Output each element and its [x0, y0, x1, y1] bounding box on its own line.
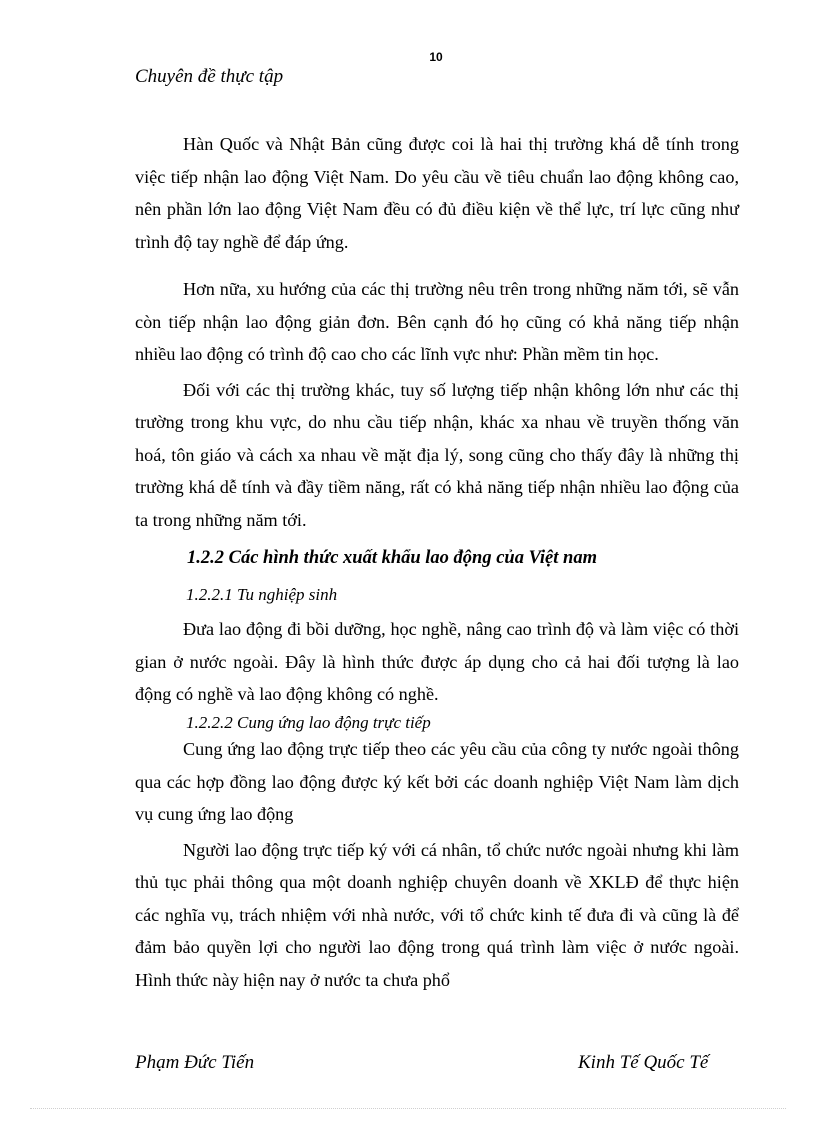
paragraph-direct-contract: Người lao động trực tiếp ký với cá nhân, tổ chức nước ngoài nhưng khi làm thủ tục phải thông qua một doanh nghiệp chuyên doanh về XKLĐ để thực hiện các nghĩa vụ, trách nhiệm với nhà nước, với tổ chức kinh tế đưa đi và cũng là để đảm bảo quyền lợi cho người lao động trong quá trình làm việc ở nước ngoài. Hình thức này hiện nay ở nước ta chưa phổ	[135, 839, 739, 990]
header-title: Chuyên đề thực tập	[135, 66, 284, 87]
body-section-markets	[135, 128, 739, 536]
subsection-heading-1-2-2-2: 1.2.2.2 Cung ứng lao động trực tiếp	[186, 713, 431, 732]
paragraph-trainees: Đưa lao động đi bồi dưỡng, học nghề, nâng cao trình độ và làm việc có thời gian ở nước ngoài. Đây là hình thức được áp dụng cho cả hai đối tượng là lao động có nghề và lao động không có nghề.	[135, 619, 739, 704]
body-section-trainees	[135, 613, 739, 711]
footer-department: Kinh Tế Quốc Tế	[578, 1052, 709, 1073]
body-section-direct-supply	[135, 733, 739, 996]
subsection-heading-1-2-2-1: 1.2.2.1 Tu nghiệp sinh	[186, 585, 338, 604]
paragraph-other-markets: Đối với các thị trường khác, tuy số lượng tiếp nhận không lớn như các thị trường trong khu vực, do nhu cầu tiếp nhận, khác xa nhau về truyền thống văn hoá, tôn giáo và cách xa nhau về mặt địa lý, song cũng cho thấy đây là những thị trường khá dễ tính và đầy tiềm năng, rất có khả năng tiếp nhận nhiều lao động của ta trong những năm tới.	[135, 379, 739, 530]
paragraph-trends: Hơn nữa, xu hướng của các thị trường nêu trên trong những năm tới, sẽ vẫn còn tiếp nhận lao động giản đơn. Bên cạnh đó họ cũng có khả năng tiếp nhận nhiều lao động có trình độ cao cho các lĩnh vực như: Phần mềm tin học.	[135, 279, 739, 364]
page-number: 10	[429, 50, 443, 64]
page-bottom-divider	[30, 1108, 786, 1109]
paragraph-korea-japan: Hàn Quốc và Nhật Bản cũng được coi là hai thị trường khá dễ tính trong việc tiếp nhận lao động Việt Nam. Do yêu cầu về tiêu chuẩn lao động không cao, nên phần lớn lao động Việt Nam đều có đủ điều kiện về thể lực, trí lực cũng như trình độ tay nghề để đáp ứng.	[135, 134, 739, 252]
section-heading-1-2-2: 1.2.2 Các hình thức xuất khẩu lao động của Việt nam	[187, 548, 597, 568]
paragraph-direct-supply: Cung ứng lao động trực tiếp theo các yêu cầu của công ty nước ngoài thông qua các hợp đồng lao động được ký kết bởi các doanh nghiệp Việt Nam làm dịch vụ cung ứng lao động	[135, 739, 739, 824]
footer-author: Phạm Đức Tiến	[135, 1052, 255, 1073]
